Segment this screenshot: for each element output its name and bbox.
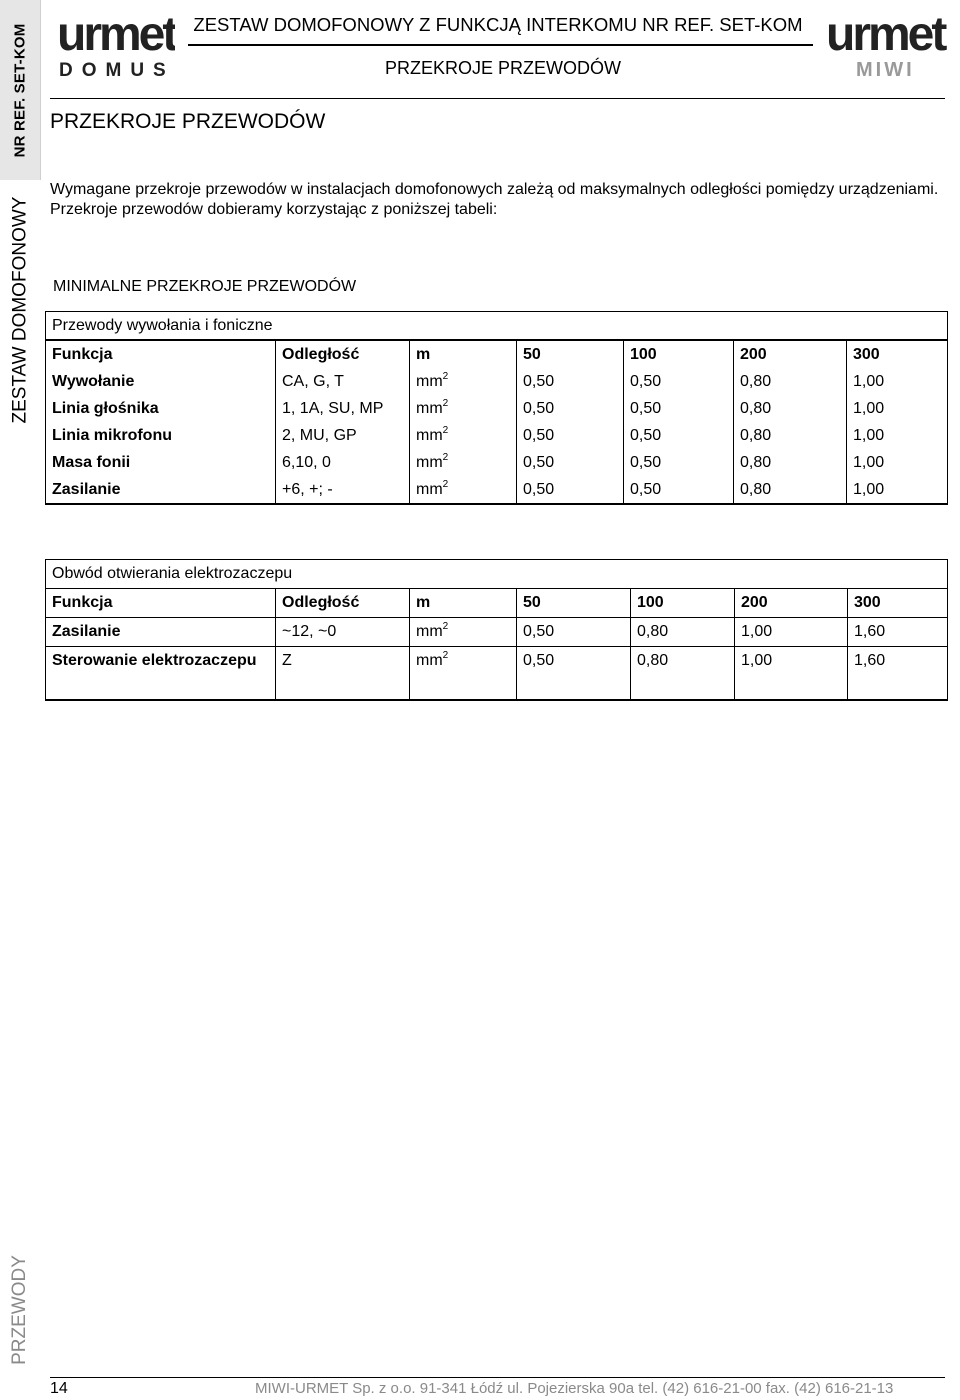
value-cell: 0,50 bbox=[624, 476, 734, 504]
value-cell: 0,50 bbox=[517, 449, 624, 476]
value-cell: 0,80 bbox=[734, 449, 847, 476]
terminals-cell: 2, MU, GP bbox=[276, 422, 410, 449]
value-cell: 1,00 bbox=[735, 647, 848, 701]
value-cell: 0,50 bbox=[624, 395, 734, 422]
value-cell: 1,00 bbox=[847, 395, 948, 422]
value-cell: 0,50 bbox=[624, 422, 734, 449]
unit-cell bbox=[410, 422, 517, 449]
value-cell: 1,00 bbox=[847, 449, 948, 476]
value-cell: 1,60 bbox=[848, 618, 948, 647]
unit-sup: 2 bbox=[442, 371, 449, 382]
unit-sup: 2 bbox=[442, 479, 449, 490]
unit-cell bbox=[410, 618, 517, 647]
function-cell: Zasilanie bbox=[46, 476, 276, 504]
header-title: ZESTAW DOMOFONOWY Z FUNKCJĄ INTERKOMU NR REF. SET-KOM bbox=[193, 14, 803, 35]
header-divider bbox=[50, 98, 945, 99]
sidebar-przewody-label: PRZEWODY bbox=[9, 1255, 30, 1365]
value-cell: 0,80 bbox=[631, 618, 735, 647]
table2-header-cell: 300 bbox=[848, 589, 948, 618]
value-cell: 0,50 bbox=[517, 647, 631, 701]
table-row bbox=[46, 422, 948, 449]
sidebar-ref-label-wrap bbox=[0, 0, 40, 180]
terminals-cell: +6, +; - bbox=[276, 476, 410, 504]
unit-cell bbox=[410, 449, 517, 476]
wire-table-door-strike bbox=[45, 559, 948, 701]
function-cell: Linia mikrofonu bbox=[46, 422, 276, 449]
value-cell: 0,80 bbox=[734, 368, 847, 395]
unit-text: mm bbox=[416, 481, 443, 498]
wire-table-call-audio bbox=[45, 311, 948, 505]
value-cell: 0,80 bbox=[734, 395, 847, 422]
value-cell: 0,50 bbox=[517, 422, 624, 449]
value-cell: 0,50 bbox=[624, 449, 734, 476]
function-cell: Sterowanie elektrozaczepu bbox=[46, 647, 276, 701]
table-row bbox=[46, 476, 948, 504]
terminals-cell: ~12, ~0 bbox=[276, 618, 410, 647]
logo-left-top-text: urmet bbox=[57, 8, 175, 61]
value-cell: 1,00 bbox=[847, 476, 948, 504]
table1-header-cell: m bbox=[410, 340, 517, 368]
unit-text: mm bbox=[416, 373, 443, 390]
sidebar-zestaw-label-wrap bbox=[0, 185, 40, 435]
table-row bbox=[46, 647, 948, 701]
logo-left-bottom-text: DOMUS bbox=[59, 60, 175, 80]
table2-header-cell: 50 bbox=[517, 589, 631, 618]
unit-sup: 2 bbox=[442, 621, 449, 632]
logo-right-top-text: urmet bbox=[826, 8, 945, 61]
value-cell: 0,50 bbox=[624, 368, 734, 395]
logo-right-bottom-text: MIWI bbox=[856, 59, 915, 80]
table2-caption: Obwód otwierania elektrozaczepu bbox=[46, 560, 948, 589]
value-cell: 1,60 bbox=[848, 647, 948, 701]
unit-sup: 2 bbox=[442, 650, 449, 661]
value-cell: 1,00 bbox=[735, 618, 848, 647]
table1-header-cell: 100 bbox=[624, 340, 734, 368]
value-cell: 0,50 bbox=[517, 395, 624, 422]
unit-cell bbox=[410, 476, 517, 504]
table1-header-row bbox=[46, 340, 948, 368]
table1-header-cell: 200 bbox=[734, 340, 847, 368]
table1-header-cell: Funkcja bbox=[46, 340, 276, 368]
sidebar-ref-label: NR REF. SET-KOM bbox=[11, 23, 29, 157]
table2-header-cell: Odległość bbox=[276, 589, 410, 618]
unit-text: mm bbox=[416, 427, 443, 444]
table-caption: MINIMALNE PRZEKROJE PRZEWODÓW bbox=[53, 278, 357, 295]
table2-header-cell: 200 bbox=[735, 589, 848, 618]
footer-divider bbox=[50, 1377, 945, 1378]
unit-text: mm bbox=[416, 652, 443, 669]
unit-sup: 2 bbox=[442, 398, 449, 409]
table2-caption-row bbox=[46, 560, 948, 589]
table-row bbox=[46, 395, 948, 422]
function-cell: Wywołanie bbox=[46, 368, 276, 395]
table1-caption: Przewody wywołania i foniczne bbox=[46, 312, 948, 341]
value-cell: 1,00 bbox=[847, 368, 948, 395]
section-title: PRZEKROJE PRZEWODÓW bbox=[50, 110, 326, 133]
header-subtitle: PRZEKROJE PRZEWODÓW bbox=[384, 58, 621, 78]
unit-text: mm bbox=[416, 454, 443, 471]
table1-caption-row bbox=[46, 312, 948, 341]
urmet-miwi-logo bbox=[826, 8, 952, 80]
unit-text: mm bbox=[416, 400, 443, 417]
terminals-cell: 1, 1A, SU, MP bbox=[276, 395, 410, 422]
table-row bbox=[46, 368, 948, 395]
table2-header-cell: m bbox=[410, 589, 517, 618]
unit-cell bbox=[410, 395, 517, 422]
value-cell: 0,80 bbox=[734, 422, 847, 449]
function-cell: Linia głośnika bbox=[46, 395, 276, 422]
table1-header-cell: Odległość bbox=[276, 340, 410, 368]
value-cell: 1,00 bbox=[847, 422, 948, 449]
unit-sup: 2 bbox=[442, 425, 449, 436]
value-cell: 0,50 bbox=[517, 476, 624, 504]
table-row bbox=[46, 449, 948, 476]
unit-text: mm bbox=[416, 623, 443, 640]
page-number: 14 bbox=[50, 1380, 68, 1397]
header-title-underline bbox=[188, 44, 813, 46]
terminals-cell: CA, G, T bbox=[276, 368, 410, 395]
table2-header-row bbox=[46, 589, 948, 618]
value-cell: 0,50 bbox=[517, 368, 624, 395]
table1-header-cell: 300 bbox=[847, 340, 948, 368]
terminals-cell: Z bbox=[276, 647, 410, 701]
unit-cell bbox=[410, 647, 517, 701]
footer-company-info: MIWI-URMET Sp. z o.o. 91-341 Łódź ul. Pojezierska 90a tel. (42) 616-21-00 fax. (42) 616-21-13 bbox=[255, 1380, 894, 1397]
urmet-domus-logo bbox=[57, 8, 175, 80]
sidebar-przewody-label-wrap bbox=[0, 1240, 40, 1380]
table2-header-cell: 100 bbox=[631, 589, 735, 618]
unit-cell bbox=[410, 368, 517, 395]
function-cell: Masa fonii bbox=[46, 449, 276, 476]
table2-header-cell: Funkcja bbox=[46, 589, 276, 618]
unit-sup: 2 bbox=[442, 452, 449, 463]
value-cell: 0,50 bbox=[517, 618, 631, 647]
table-row bbox=[46, 618, 948, 647]
function-cell: Zasilanie bbox=[46, 618, 276, 647]
value-cell: 0,80 bbox=[734, 476, 847, 504]
sidebar-zestaw-label: ZESTAW DOMOFONOWY bbox=[9, 196, 30, 424]
intro-paragraph: Wymagane przekroje przewodów w instalacjach domofonowych zależą od maksymalnych odległości pomiędzy urządzeniami. Przekroje przewodów dobieramy korzystając z poniższej tabeli: bbox=[50, 181, 939, 218]
value-cell: 0,80 bbox=[631, 647, 735, 701]
table1-header-cell: 50 bbox=[517, 340, 624, 368]
terminals-cell: 6,10, 0 bbox=[276, 449, 410, 476]
